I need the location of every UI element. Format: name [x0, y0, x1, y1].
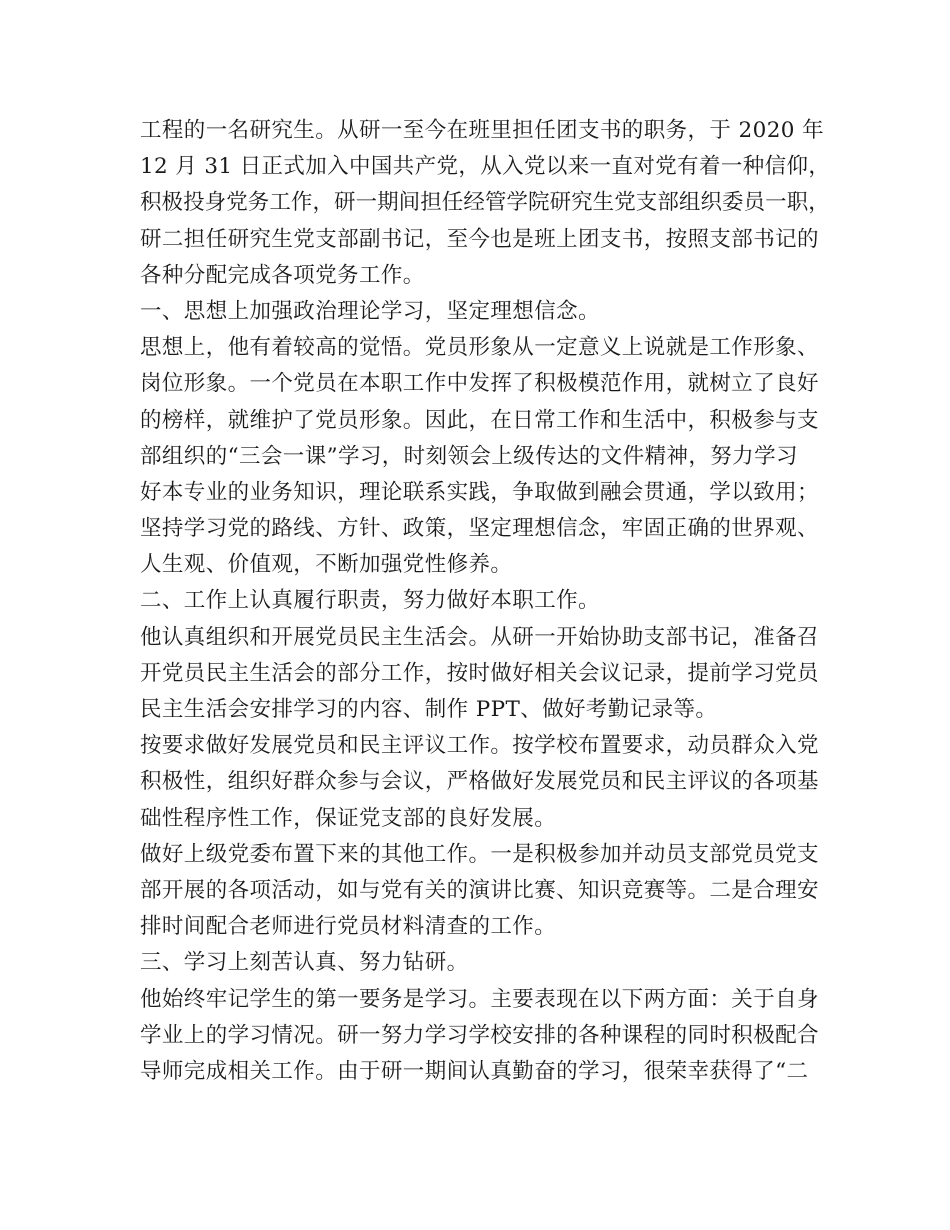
text-line: 积极性，组织好群众参与会议，严格做好发展党员和民主评议的各项基: [140, 769, 819, 795]
text-line: 开党员民主生活会的部分工作，按时做好相关会议记录，提前学习党员: [140, 660, 819, 686]
text-line: 导师完成相关工作。由于研一期间认真勤奋的学习，很荣幸获得了“二: [140, 1058, 809, 1084]
text-line: 做好上级党委布置下来的其他工作。一是积极参加并动员支部党员党支: [140, 841, 819, 867]
text-line: 他始终牢记学生的第一要务是学习。主要表现在以下两方面：关于自身: [140, 986, 819, 1012]
text-line: 他认真组织和开展党员民主生活会。从研一开始协助支部书记，准备召: [140, 624, 819, 650]
text-line: 部开展的各项活动，如与党有关的演讲比赛、知识竞赛等。二是合理安: [140, 877, 819, 903]
text-line: 的榜样，就维护了党员形象。因此，在日常工作和生活中，积极参与支: [140, 407, 819, 433]
text-line: 12 月 31 日正式加入中国共产党，从入党以来一直对党有着一种信仰，: [140, 154, 831, 180]
text-line: 按要求做好发展党员和民主评议工作。按学校布置要求，动员群众入党: [140, 733, 819, 759]
text-line: 思想上，他有着较高的觉悟。党员形象从一定意义上说就是工作形象、: [140, 335, 819, 361]
text-line: 坚持学习党的路线、方针、政策，坚定理想信念，牢固正确的世界观、: [140, 516, 819, 542]
section-heading: 三、学习上刻苦认真、努力钻研。: [140, 950, 469, 976]
text-line: 好本专业的业务知识，理论联系实践，争取做到融会贯通，学以致用；: [140, 479, 819, 505]
text-line: 础性程序性工作，保证党支部的良好发展。: [140, 805, 557, 831]
text-line: 各种分配完成各项党务工作。: [140, 262, 425, 288]
text-line: 人生观、价值观，不断加强党性修养。: [140, 552, 513, 578]
text-line: 研二担任研究生党支部副书记，至今也是班上团支书，按照支部书记的: [140, 226, 819, 252]
document-body: [140, 113, 830, 1090]
text-line: 排时间配合老师进行党员材料清查的工作。: [140, 914, 557, 940]
text-line: 工程的一名研究生。从研一至今在班里担任团支书的职务，于 2020 年: [140, 118, 824, 143]
text-line: 岗位形象。一个党员在本职工作中发挥了积极模范作用，就树立了良好: [140, 371, 819, 397]
text-line: 学业上的学习情况。研一努力学习学校安排的各种课程的同时积极配合: [140, 1022, 819, 1048]
text-line: 部组织的“三会一课”学习，时刻领会上级传达的文件精神，努力学习: [140, 443, 798, 469]
text-line: 民主生活会安排学习的内容、制作 PPT、做好考勤记录等。: [140, 697, 718, 722]
section-heading: 一、思想上加强政治理论学习，坚定理想信念。: [140, 298, 600, 324]
text-line: 积极投身党务工作，研一期间担任经管学院研究生党支部组织委员一职，: [140, 190, 830, 216]
section-heading: 二、工作上认真履行职责，努力做好本职工作。: [140, 588, 600, 614]
